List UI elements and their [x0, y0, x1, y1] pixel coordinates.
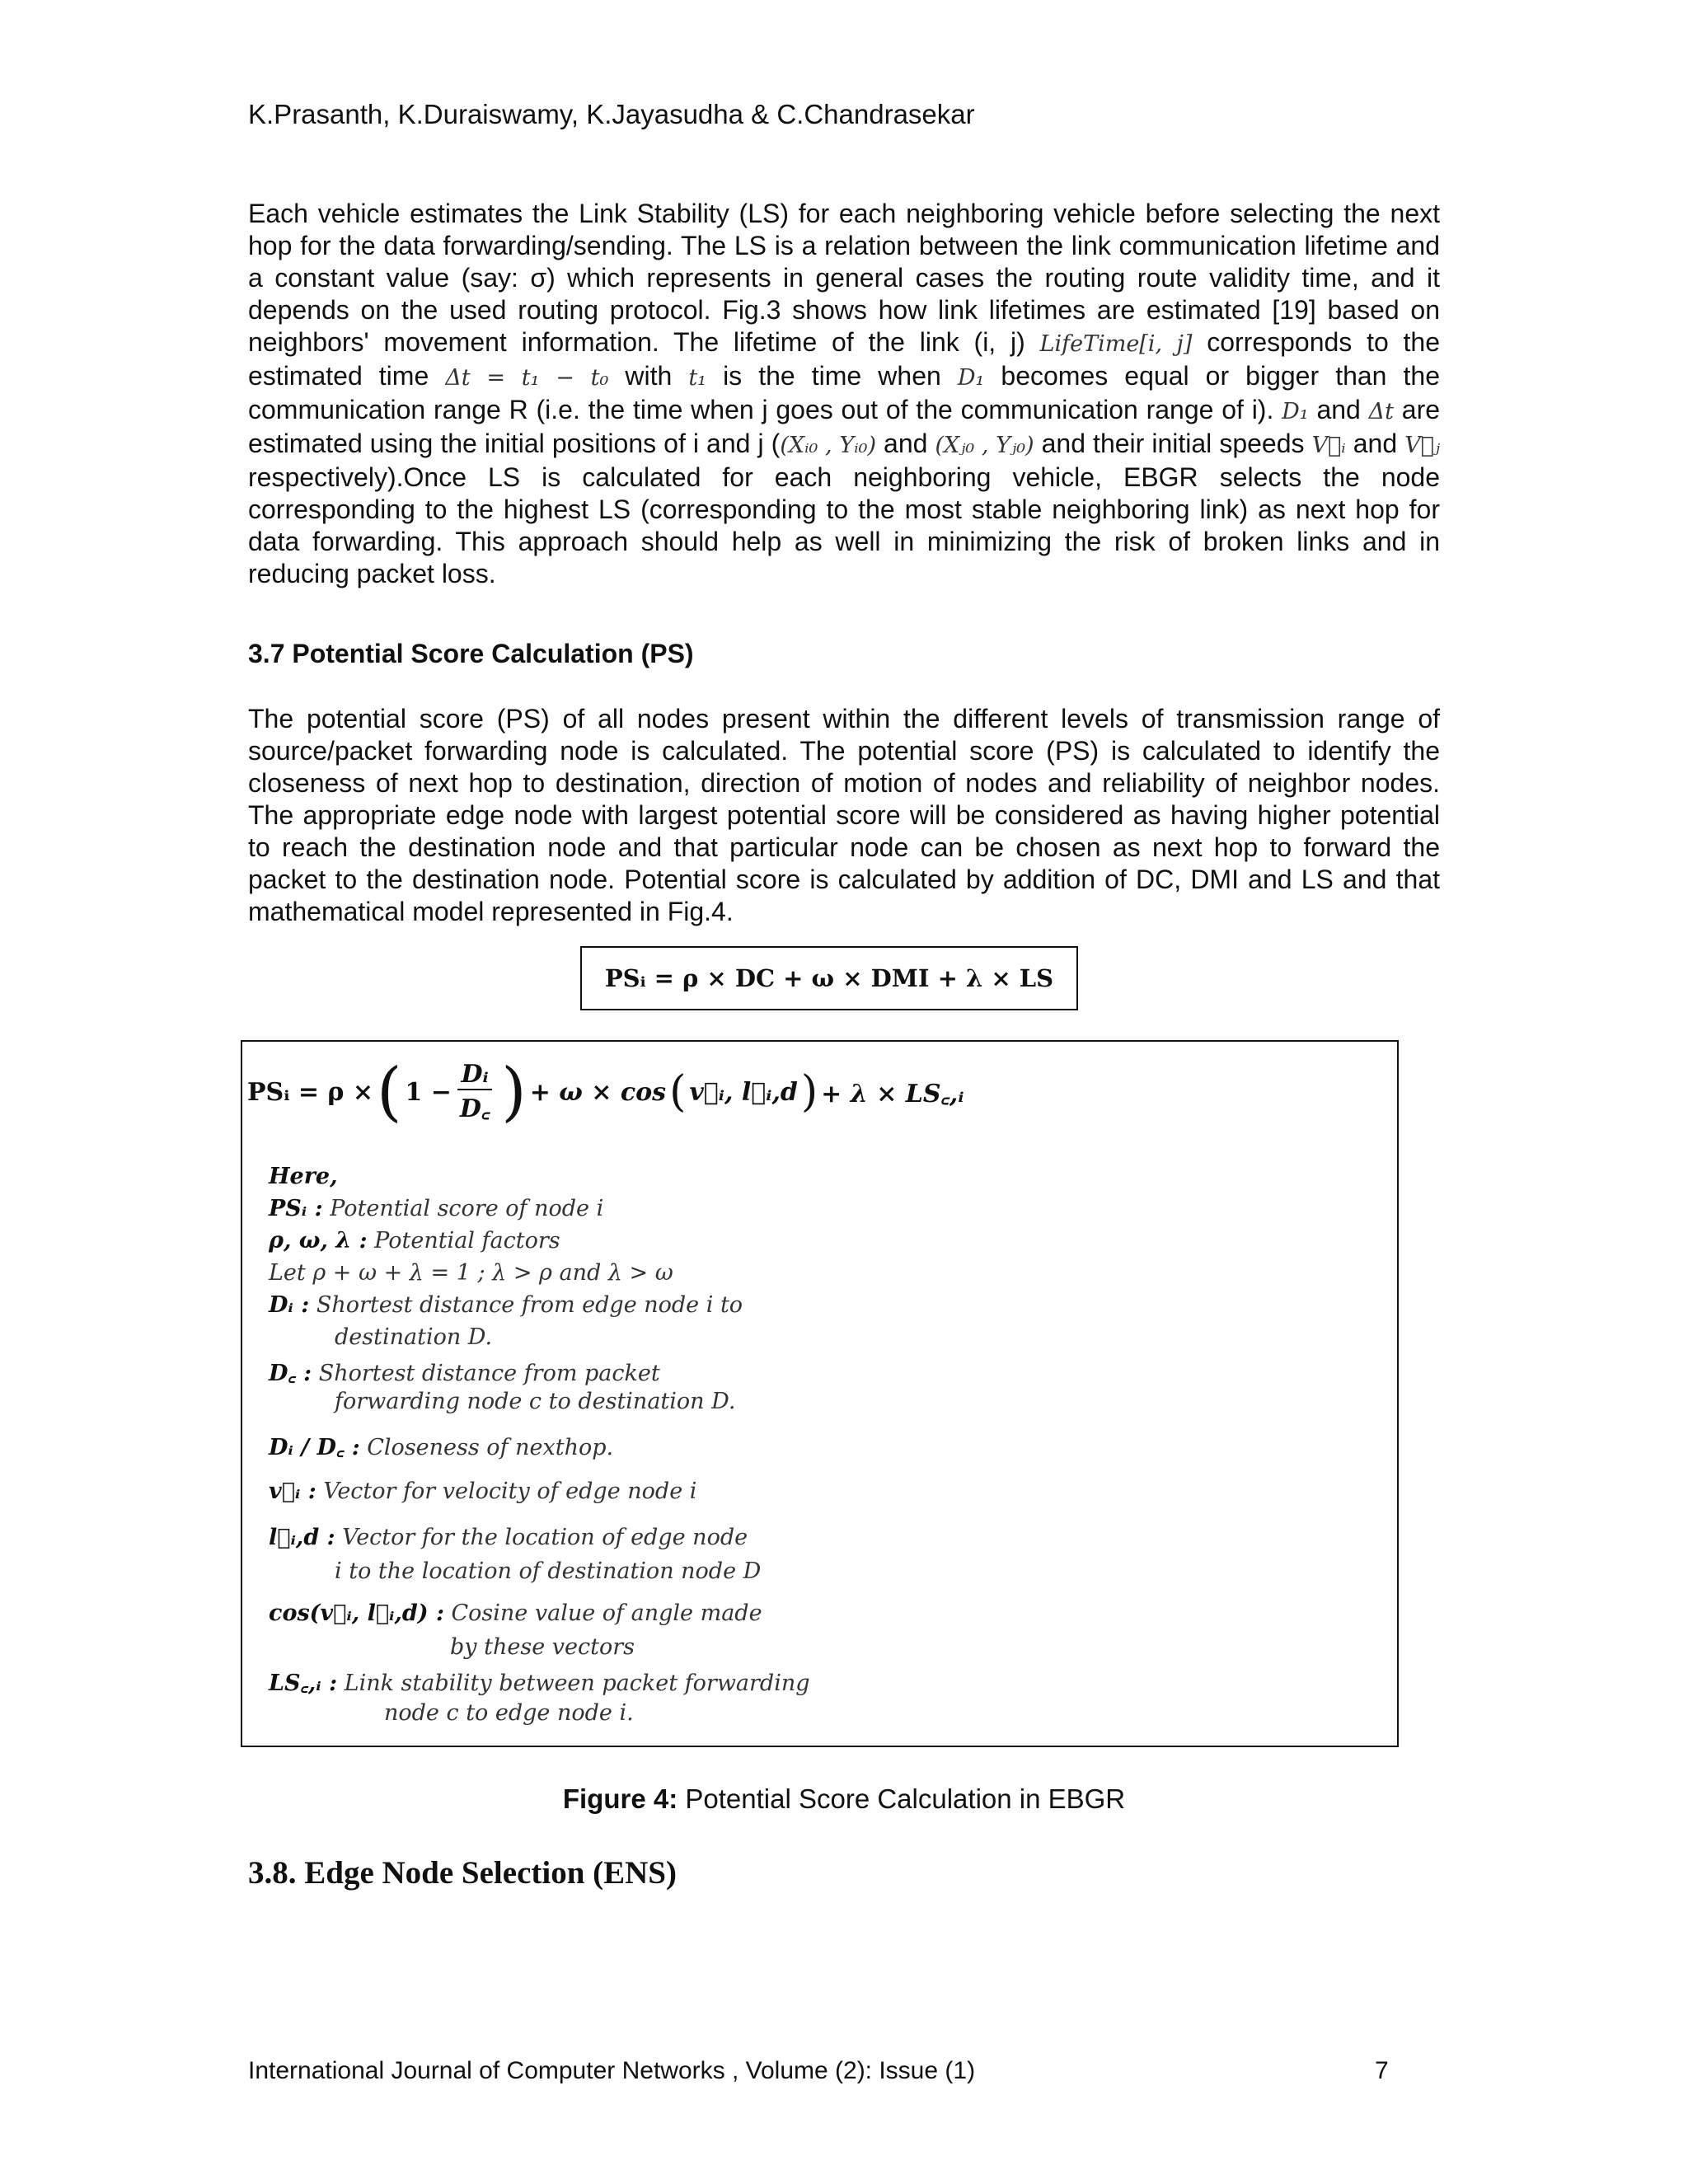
- definition-item: Dᵢ : Shortest distance from edge node i to: [269, 1292, 743, 1318]
- definition-item: PSᵢ : Potential score of node i: [269, 1196, 604, 1221]
- math-delta-t-equation: Δt = t₁ − t₀: [445, 365, 609, 391]
- section-heading-3-7: 3.7 Potential Score Calculation (PS): [248, 639, 694, 668]
- journal-footer: International Journal of Computer Networks , Volume (2): Issue (1): [248, 2057, 976, 2084]
- text-segment: Each vehicle estimates the Link Stability (LS) for each neighboring vehicle before selecting the next hop for the data forwarding/sending. The LS is a relation between the link communication lifetime and a constant value (say: σ) which represents in general cases the routing route validity time, and it depends on the used routing protocol. Fig.3 shows how link lifetimes are estimated [19] based on neighbors' movement information. The lifetime of the link (i, j): [248, 199, 1440, 357]
- math-delta-t: Δt: [1368, 399, 1394, 424]
- page-number: 7: [1375, 2057, 1389, 2084]
- ps-formula: [247, 1055, 964, 1129]
- figure-4-box: [241, 1040, 1399, 1747]
- formula-mid: + ω × cos: [529, 1077, 667, 1107]
- paragraph-text: The potential score (PS) of all nodes present within the different levels of transmission range of source/packet forwarding node is calculated. The potential score (PS) is calculated to identify the closeness of next hop to destination, direction of motion of nodes and reliability of neighbor nodes. The appropriate edge node with largest potential score will be considered as having higher potential to reach the destination node and that particular node can be chosen as next hop to forward the packet to the destination node. Potential score is calculated by addition of DC, DMI and LS and that mathematical model represented in Fig.4.: [248, 704, 1440, 926]
- figure-caption: [0, 1783, 1688, 1815]
- fraction-numerator: Dᵢ: [457, 1060, 491, 1090]
- open-paren: (: [669, 1067, 687, 1117]
- section-heading-3-8: 3.8. Edge Node Selection (ENS): [248, 1855, 677, 1891]
- here-label: Here,: [269, 1164, 338, 1189]
- definition-item: D꜀ : Shortest distance from packet: [269, 1361, 660, 1386]
- definition-item: node c to edge node i.: [384, 1700, 634, 1726]
- caption-label: Figure 4:: [562, 1783, 678, 1814]
- text-segment: with: [625, 361, 673, 391]
- math-velocity-j: V⃗ⱼ: [1404, 433, 1441, 458]
- definition-item: v⃗ᵢ : Vector for velocity of edge node i: [269, 1479, 697, 1504]
- definition-item: i to the location of destination node D: [335, 1558, 762, 1584]
- math-d1: D₁: [957, 365, 985, 391]
- text-segment: and their initial speeds: [1041, 429, 1305, 458]
- definition-item: LS꜀,ᵢ : Link stability between packet forwarding: [269, 1671, 810, 1696]
- definition-item: Dᵢ / D꜀ : Closeness of nexthop.: [269, 1435, 614, 1460]
- text-segment: becomes equal or bigger than the communication range R (i.e. the time when j goes out of the communication range of i).: [248, 361, 1441, 424]
- equation-box: PSᵢ = ρ × DC + ω × DMI + λ × LS: [580, 946, 1078, 1010]
- running-header: K.Prasanth, K.Duraiswamy, K.Jayasudha & C.Chandrasekar: [248, 99, 975, 129]
- definition-item: destination D.: [335, 1324, 493, 1350]
- close-paren: ): [501, 1055, 527, 1129]
- open-paren: (: [376, 1055, 402, 1129]
- text-segment: respectively).Once LS is calculated for each neighboring vehicle, EBGR selects the node corresponding to the highest LS (corresponding to the most stable neighboring link) as next hop for data forwarding. This approach should help as well in minimizing the risk of broken links and in reducing packet loss.: [248, 462, 1440, 588]
- close-paren: ): [800, 1067, 818, 1117]
- math-position-i: (Xᵢ₀ , Yᵢ₀): [780, 433, 876, 458]
- definition-item: ρ, ω, λ : Potential factors: [269, 1228, 560, 1254]
- text-segment: and: [1353, 429, 1398, 458]
- formula-cos-args: v⃗ᵢ, l⃗ᵢ,d: [689, 1077, 798, 1107]
- definition-item: Let ρ + ω + λ = 1 ; λ > ρ and λ > ω: [269, 1260, 673, 1286]
- formula-lhs: PSᵢ = ρ ×: [247, 1077, 373, 1107]
- text-segment: and: [1316, 395, 1361, 424]
- formula-tail: + λ × LS꜀,ᵢ: [821, 1079, 964, 1108]
- fraction-denominator: D꜀: [459, 1094, 490, 1123]
- text-segment: are estimated using the initial positions of i and j (: [248, 395, 1441, 458]
- fraction-di-dc: [457, 1060, 493, 1124]
- text-segment: is the time when: [723, 361, 941, 391]
- text-segment: and: [884, 429, 928, 458]
- math-velocity-i: V⃗ᵢ: [1311, 433, 1346, 458]
- math-lifetime: LifeTime[i, j]: [1039, 331, 1193, 357]
- paragraph-potential-score: [248, 703, 1440, 928]
- formula-one-minus: 1 −: [405, 1077, 452, 1107]
- definition-item: forwarding node c to destination D.: [335, 1389, 736, 1414]
- math-t1: t₁: [688, 365, 706, 391]
- definition-item: cos(v⃗ᵢ, l⃗ᵢ,d) : Cosine value of angle made: [269, 1601, 762, 1626]
- math-d1: D₁: [1282, 399, 1309, 424]
- definition-item: l⃗ᵢ,d : Vector for the location of edge node: [269, 1525, 748, 1550]
- text-segment: corresponds to the estimated time: [248, 327, 1441, 391]
- caption-text: Potential Score Calculation in EBGR: [685, 1783, 1126, 1814]
- paragraph-link-stability: [248, 198, 1440, 590]
- definition-item: by these vectors: [450, 1634, 635, 1660]
- math-position-j: (Xⱼ₀ , Yⱼ₀): [935, 433, 1034, 458]
